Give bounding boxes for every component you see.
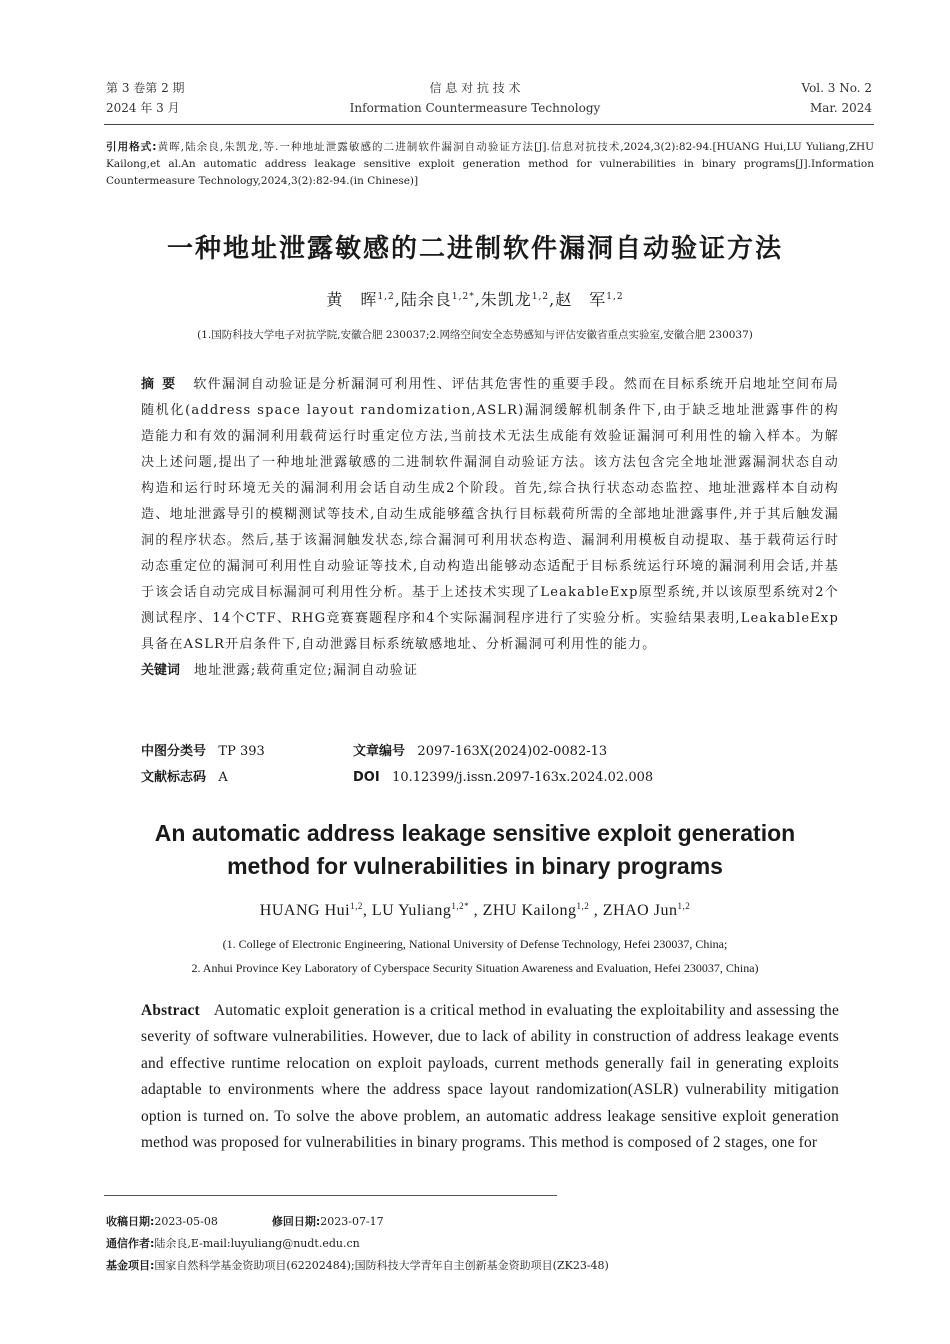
header-volume [802, 78, 872, 118]
author-cn: 陆余良 [400, 290, 452, 309]
author-sep: , [394, 290, 401, 309]
author-en: ZHU Kailong [482, 902, 577, 919]
author-cn-sup: 1,2* [451, 292, 475, 302]
doc-code-label: 文献标志码 [141, 770, 207, 785]
abstract-cn-label: 摘要 [141, 377, 184, 392]
author-sep: , [469, 902, 483, 919]
fund-value: 国家自然科学基金资助项目(62202484);国防科技大学青年自主创新基金资助项目(ZK23-48) [154, 1259, 609, 1272]
abstract-cn [141, 372, 839, 684]
keywords-cn-text: 地址泄露;载荷重定位;漏洞自动验证 [194, 663, 419, 678]
doc-code-value: A [218, 770, 228, 785]
affiliation-en-line-1: (1. College of Electronic Engineering, National University of Defense Technology, Hefei 230037, China; [222, 937, 728, 951]
header-date-en: Mar. 2024 [809, 101, 872, 115]
affiliation-cn: (1.国防科技大学电子对抗学院,安徽合肥 230037;2.网络空间安全态势感知与评估安徽省重点实验室,安徽合肥 230037) [197, 329, 753, 341]
keywords-cn-label: 关键词 [141, 663, 181, 678]
footnote-dates [106, 1212, 384, 1231]
header-journal-en: Information Countermeasure Technology [349, 101, 601, 115]
classification-row-2 [141, 765, 839, 791]
footnote-divider [104, 1195, 557, 1196]
revised-label: 修回日期: [271, 1215, 321, 1228]
citation-block [106, 139, 874, 190]
clc-label: 中图分类号 [141, 744, 207, 759]
classification-row-1 [141, 739, 839, 765]
author-sep: , [589, 902, 603, 919]
citation-text: 黄晖,陆余良,朱凯龙,等.一种地址泄露敏感的二进制软件漏洞自动验证方法[J].信息对抗技术,2024,3(2):82-94.[HUANG Hui,LU Yuliang,ZHU Kailong,et al.An automatic address leakage sensitive exploit generation method for vulnerabilities in binary programs[J].Information Countermeasure Technology,2024,3(2):82-94.(in Chinese)] [106, 141, 874, 187]
author-cn-sup: 1,2 [377, 292, 395, 302]
abstract-en-label: Abstract [141, 1002, 200, 1019]
author-cn: 赵 军 [555, 290, 607, 309]
title-en [0, 817, 950, 883]
article-no-label: 文章编号 [353, 744, 406, 759]
footnote-fund [106, 1256, 609, 1275]
affiliation-en-line-2: 2. Anhui Province Key Laboratory of Cyberspace Security Situation Awareness and Evaluation, Hefei 230037, China) [191, 961, 759, 975]
author-en-sup: 1,2 [576, 901, 590, 911]
revised-value: 2023-07-17 [320, 1215, 384, 1228]
fund-label: 基金项目: [106, 1259, 155, 1272]
abstract-en [141, 998, 839, 1156]
author-en: ZHAO Jun [602, 902, 678, 919]
doi-value: 10.12399/j.issn.2097-163x.2024.02.008 [392, 770, 654, 785]
authors-cn [0, 287, 950, 310]
citation-label: 引用格式: [106, 141, 157, 153]
authors-en [0, 902, 950, 920]
received-label: 收稿日期: [106, 1215, 155, 1228]
author-sep: , [474, 290, 481, 309]
corr-label: 通信作者: [106, 1237, 155, 1250]
author-cn: 黄 晖 [326, 290, 378, 309]
header-date-cn: 2024 年 3 月 [106, 101, 180, 115]
corr-value: 陆余良,E-mail:luyuliang@nudt.edu.cn [154, 1237, 360, 1250]
author-en-sup: 1,2 [350, 901, 363, 911]
author-sep: , [549, 290, 556, 309]
title-en-line-1: An automatic address leakage sensitive exploit generation [154, 820, 796, 846]
author-cn-sup: 1,2 [531, 292, 550, 302]
title-en-line-2: method for vulnerabilities in binary programs [227, 853, 723, 879]
author-cn: 朱凯龙 [480, 290, 532, 309]
header-vol-en: Vol. 3 No. 2 [801, 81, 872, 95]
author-en: LU Yuliang [371, 902, 452, 919]
footnote-correspondence [106, 1234, 360, 1253]
header-journal-cn: 信 息 对 抗 技 术 [429, 81, 521, 95]
received-value: 2023-05-08 [154, 1215, 218, 1228]
clc-value: TP 393 [218, 744, 265, 759]
title-cn: 一种地址泄露敏感的二进制软件漏洞自动验证方法 [166, 234, 783, 264]
author-sep: , [362, 902, 372, 919]
doi-label: DOI [353, 770, 380, 785]
author-en: HUANG Hui [259, 902, 351, 919]
header-divider [104, 124, 874, 125]
author-en-sup: 1,2 [677, 901, 691, 911]
abstract-en-text: Automatic exploit generation is a critical method in evaluating the exploitability and assessing the severity of software vulnerabilities. However, due to lack of ability in construction of address leakage events and effective runtime relocation on exploit payloads, current methods generally fail in generating exploits adaptable to environments where the address space layout randomization(ASLR) vulnerability mitigation option is turned on. To solve the above problem, an automatic address leakage sensitive exploit generation method was proposed for vulnerabilities in binary programs. This method is composed of 2 stages, one for [141, 1002, 839, 1152]
author-cn-sup: 1,2 [606, 292, 624, 302]
abstract-cn-text: 软件漏洞自动验证是分析漏洞可利用性、评估其危害性的重要手段。然而在目标系统开启地址空间布局随机化(address space layout randomization,ASLR)漏洞缓解机制条件下,由于缺乏地址泄露事件的构造能力和有效的漏洞利用载荷运行时重定位方法,当前技术无法生成能有效验证漏洞可利用性的输入样本。为解决上述问题,提出了一种地址泄露敏感的二进制软件漏洞自动验证方法。该方法包含完全地址泄露漏洞状态自动构造和运行时环境无关的漏洞利用会话自动生成2个阶段。首先,综合执行状态动态监控、地址泄露样本自动构造、地址泄露导引的模糊测试等技术,自动生成能够蕴含执行目标载荷所需的全部地址泄露事件,并于其后触发漏洞的程序状态。然后,基于该漏洞触发状态,综合漏洞可利用状态构造、漏洞利用模板自动提取、基于载荷运行时动态重定位的漏洞可利用性自动验证等技术,自动构造出能够动态适配于目标系统运行环境的漏洞利用会话,并基于该会话自动完成目标漏洞可利用性分析。基于上述技术实现了LeakableExp原型系统,并以该原型系统对2个测试程序、14个CTF、RHG竞赛赛题程序和4个实际漏洞程序进行了实验分析。实验结果表明,LeakableExp具备在ASLR开启条件下,自动泄露目标系统敏感地址、分析漏洞可利用性的能力。 [141, 377, 839, 652]
author-en-sup: 1,2* [451, 901, 470, 911]
header-issue-cn: 第 3 卷第 2 期 [106, 81, 185, 95]
article-no-value: 2097-163X(2024)02-0082-13 [417, 744, 608, 759]
keywords-cn [141, 658, 839, 684]
